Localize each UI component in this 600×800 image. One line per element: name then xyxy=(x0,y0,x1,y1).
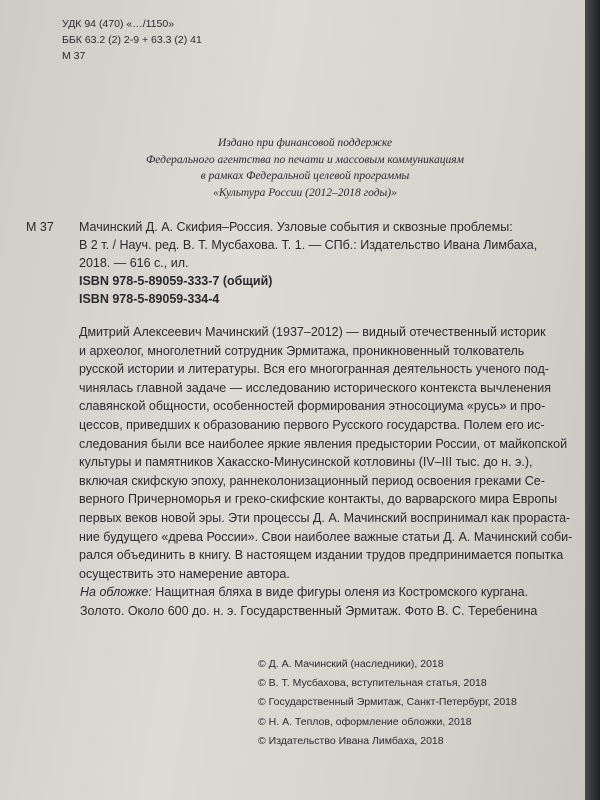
abstract-line: осуществить это намерение автора. xyxy=(79,566,290,581)
catalog-line: Мачинский Д. А. Скифия–Россия. Узловые события и сквозные проблемы: xyxy=(79,220,513,234)
book-edge-shadow xyxy=(585,0,600,800)
cover-note xyxy=(80,583,550,621)
show-through-decor xyxy=(330,30,343,84)
udc-code: УДК 94 (470) «…/1150» xyxy=(62,18,175,30)
isbn-line: ISBN 978-5-89059-333-7 (общий) xyxy=(79,274,273,288)
abstract-line: включая скифскую эпоху, раннеколонизационный период освоения греками Се- xyxy=(79,473,545,488)
bbk-code: ББК 63.2 (2) 2-9 + 63.3 (2) 41 xyxy=(62,34,202,46)
abstract-line: первых веков новой эры. Эти процессы Д. А. Мачинский воспринимал как прораста- xyxy=(79,510,571,525)
catalog-entry xyxy=(26,218,556,272)
abstract-line: русской истории и литературы. Вся его многогранная деятельность ученого под- xyxy=(79,362,549,377)
copyright-line: © Издательство Ивана Лимбаха, 2018 xyxy=(258,734,444,747)
copyright-block xyxy=(258,655,517,751)
isbn-block xyxy=(79,272,272,308)
catalog-mark: М 37 xyxy=(26,220,54,234)
abstract-line: верного Причерноморья и греко-скифские контакты, до варварского мира Европы xyxy=(79,492,558,507)
copyright-line: © Д. А. Мачинский (наследники), 2018 xyxy=(258,658,444,670)
author-mark: М 37 xyxy=(62,50,86,62)
funding-note xyxy=(110,135,500,201)
cover-label: На обложке: xyxy=(80,585,152,599)
copyright-line: © Государственный Эрмитаж, Санкт-Петербург, 2018 xyxy=(258,696,517,709)
funding-line: Издано при финансовой поддержке xyxy=(217,137,393,149)
abstract-line: культуры и памятников Хакасско-Минусинской котловины (IV–III тыс. до н. э.), xyxy=(79,455,533,470)
abstract-line: следования были все наиболее яркие явления предыстории России, от майкопской xyxy=(79,436,568,451)
abstract-line: цессов, приведших к образованию первого Русского государства. Полем его ис- xyxy=(79,417,545,432)
funding-line: в рамках Федеральной целевой программы xyxy=(200,170,410,182)
abstract-line: ние будущего «древа России». Свои наиболее важные статьи Д. А. Мачинский соби- xyxy=(79,529,573,544)
isbn-line: ISBN 978-5-89059-334-4 xyxy=(79,292,220,306)
classification-codes xyxy=(62,16,202,64)
abstract-line: чинялась главной задаче — исследованию исторического контекста вычленения xyxy=(79,380,552,395)
funding-line: Федерального агентства по печати и массовым коммуникациям xyxy=(146,153,464,166)
copyright-line: © Н. А. Теплов, оформление обложки, 2018 xyxy=(258,715,472,728)
catalog-line: В 2 т. / Науч. ред. В. Т. Мусбахова. Т. 1. — СПб.: Издательство Ивана Лимбаха, xyxy=(79,238,538,252)
abstract-line: рался объединить в книгу. В настоящем издании трудов предпринимается попытка xyxy=(79,548,564,563)
cover-text-line2: Золото. Около 600 до. н. э. Государственный Эрмитаж. Фото В. С. Теребенина xyxy=(80,604,538,618)
catalog-line: 2018. — 616 с., ил. xyxy=(79,256,189,270)
cover-text: Нащитная бляха в виде фигуры оленя из Костромского кургана. xyxy=(151,585,529,599)
abstract-line: славянской общности, особенностей формирования этносоциума «русь» и про- xyxy=(79,399,546,414)
abstract-line: Дмитрий Алексеевич Мачинский (1937–2012) — видный отечественный историк xyxy=(79,325,546,339)
copyright-line: © В. Т. Мусбахова, вступительная статья, 2018 xyxy=(258,677,487,690)
abstract-line: и археолог, многолетний сотрудник Эрмитажа, проникновенный толкователь xyxy=(79,343,525,358)
funding-line: «Культура России (2012–2018 годы)» xyxy=(213,186,397,199)
abstract-paragraph xyxy=(79,323,573,583)
